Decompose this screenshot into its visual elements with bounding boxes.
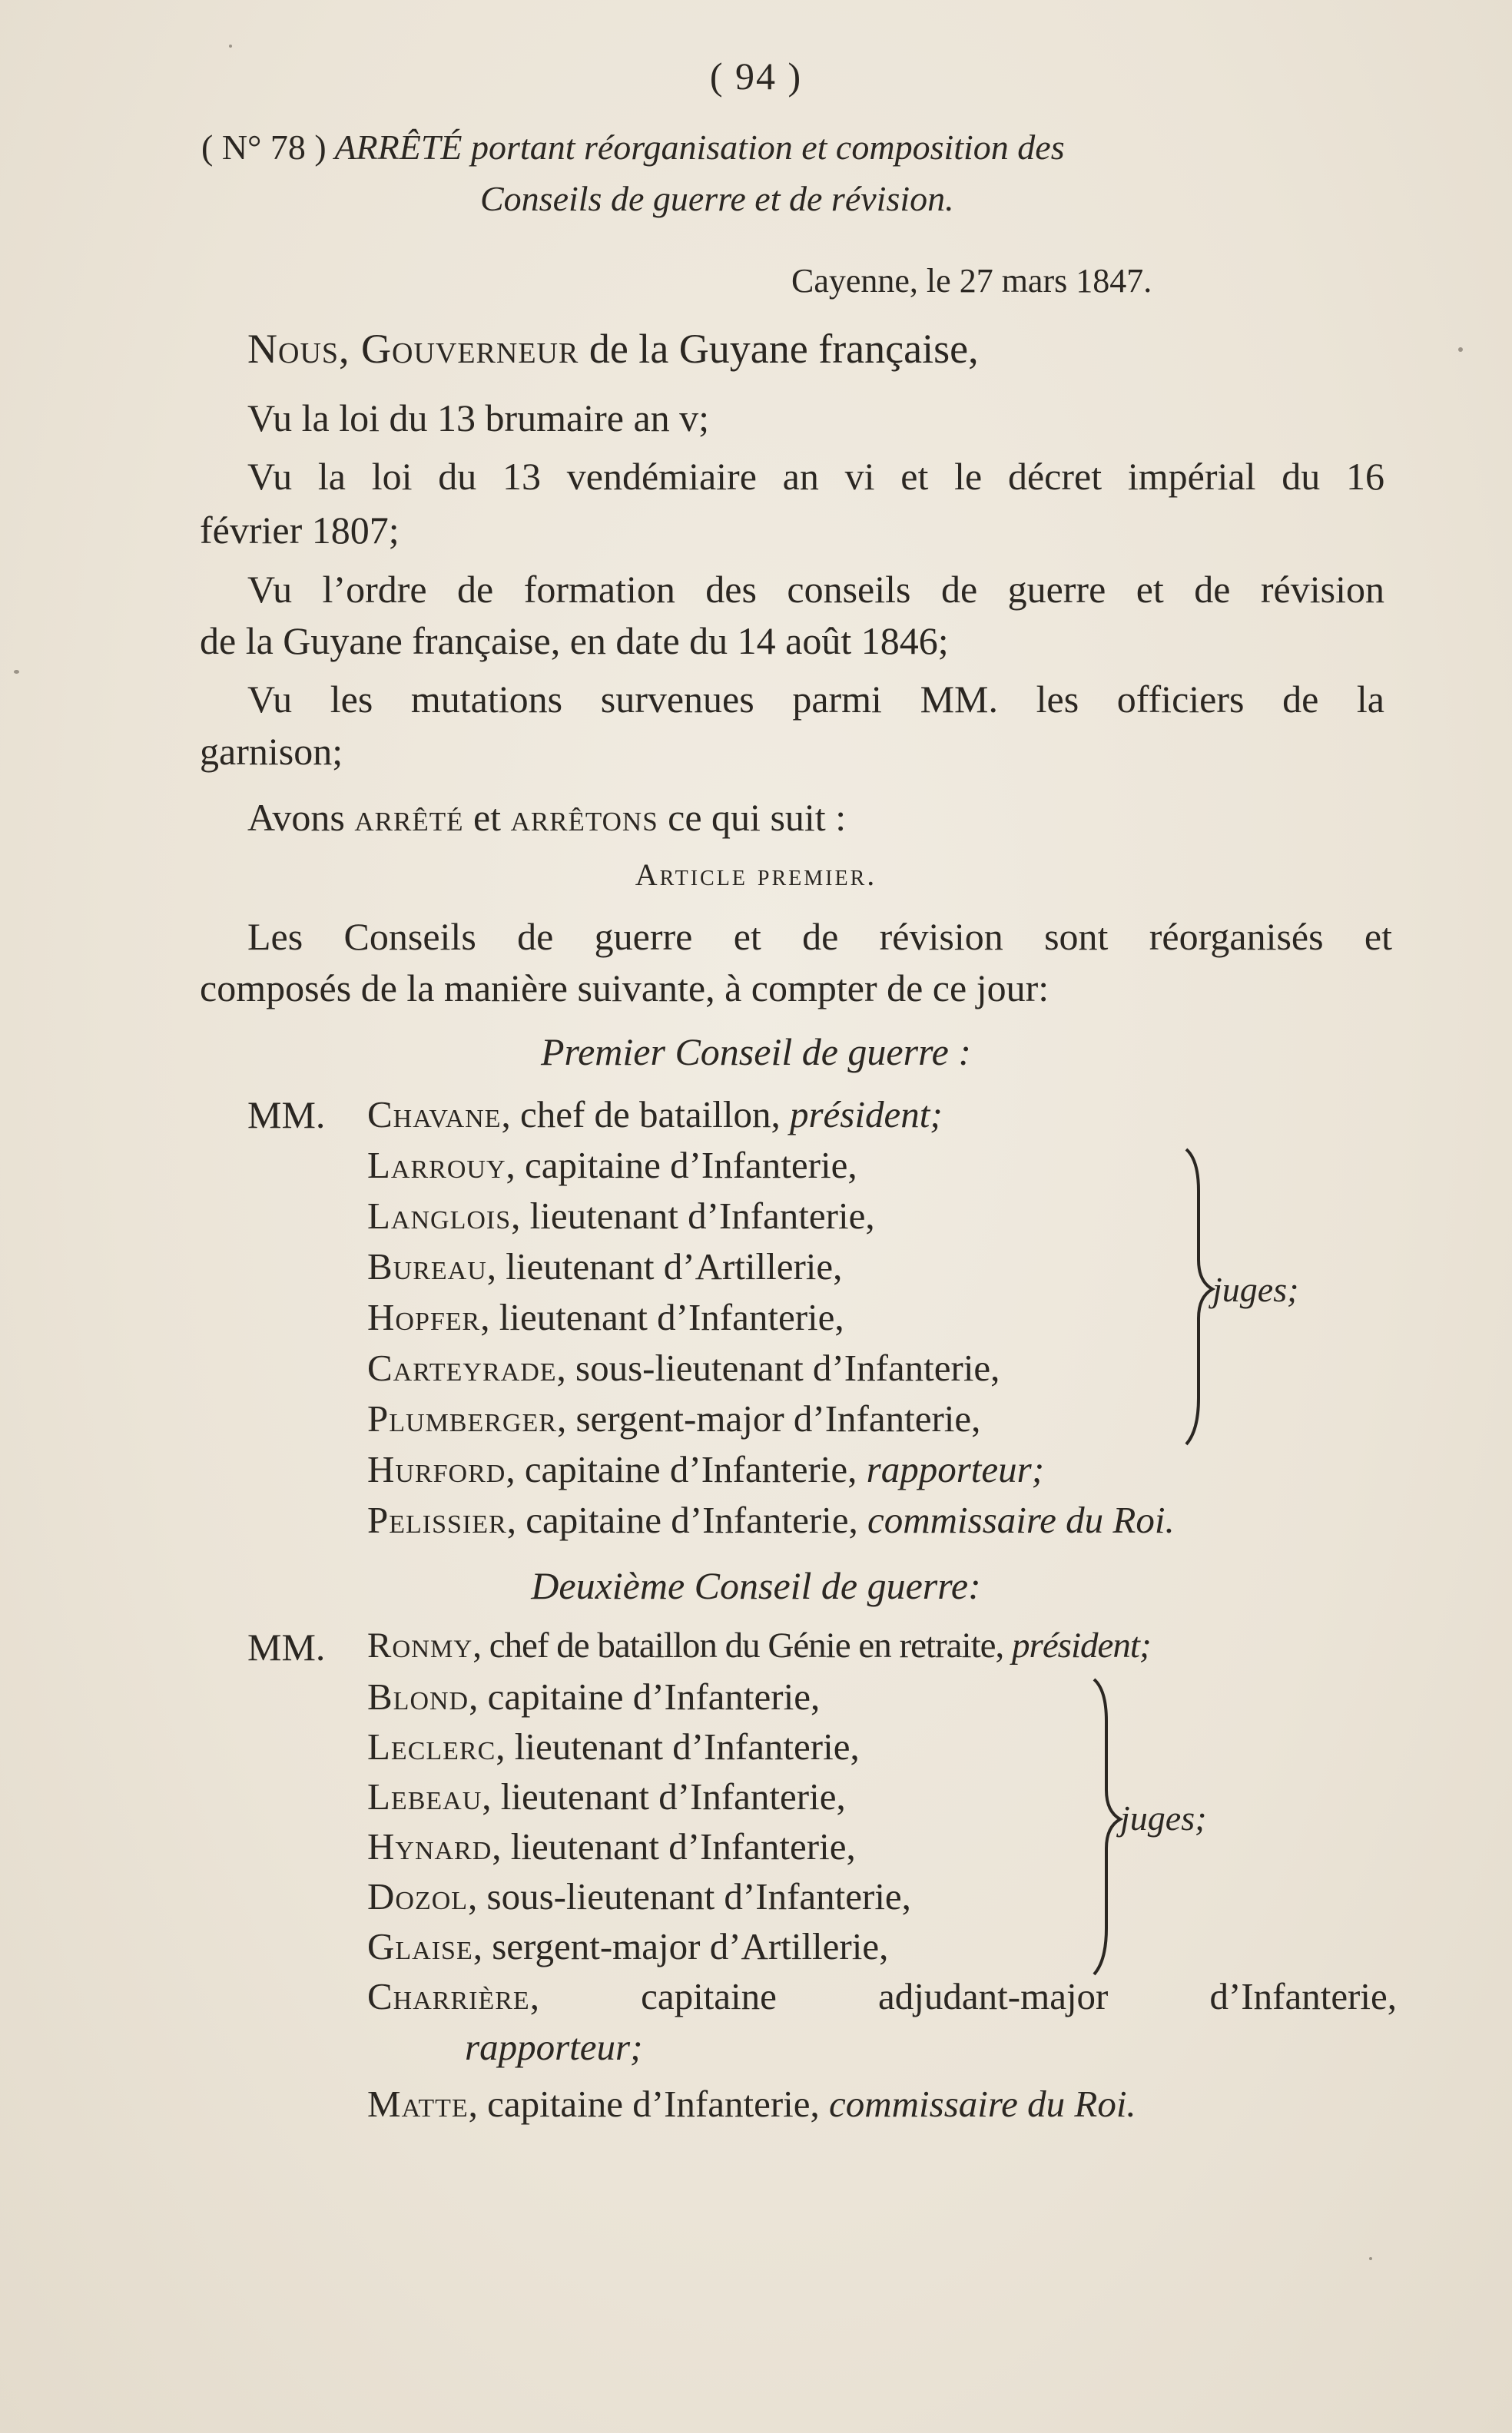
arrete-title-line2: Conseils de guerre et de révision. [480,179,954,218]
vu-line-1: Vu la loi du 13 brumaire an v; [247,396,710,439]
first-council-mm: MM. [247,1093,326,1136]
member-rank: , lieutenant d’Artillerie, [486,1245,843,1288]
member-name: Pelissier [367,1499,507,1541]
paper-speck [1458,347,1463,352]
member-name: Langlois [367,1195,512,1237]
member-rank: , sous-lieutenant d’Infanterie, [556,1347,1000,1389]
member-role: commissaire du Roi. [867,1499,1175,1541]
member-rank: , capitaine d’Infanterie, [506,1144,857,1186]
first-council-juge [367,1194,875,1238]
article-text-line1: Les Conseils de guerre et de révision sont réorganisés et [247,915,1392,958]
member-role: président; [1012,1626,1151,1666]
member-name: Hopfer [367,1296,481,1338]
paper-speck [1369,2257,1372,2260]
member-rank: , chef de bataillon, [501,1093,790,1135]
member-rank: , capitaine d’Infanterie, [506,1448,867,1490]
first-council-juge [367,1397,980,1440]
member-name: Lebeau [367,1775,482,1818]
member-rank: , chef de bataillon du Génie en retraite, [472,1626,1013,1666]
second-council-juge [367,1924,888,1968]
paper-speck [14,670,19,674]
member-rank: , sous-lieutenant d’Infanterie, [468,1875,911,1918]
first-council-juge [367,1346,1000,1390]
member-rank: , lieutenant d’Infanterie, [492,1825,856,1868]
nous-line [247,323,979,375]
member-rank: , lieutenant d’Infanterie, [496,1725,860,1768]
et-word: et [463,796,511,839]
member-rank: , lieutenant d’Infanterie, [511,1195,875,1237]
second-council-president [367,1625,1151,1666]
member-name: Hurford [367,1448,506,1490]
member-name: Charrière [367,1975,530,2017]
second-council-juge [367,1675,820,1719]
arrete-heading-line1 [201,127,1065,167]
second-council-mm: MM. [247,1626,326,1669]
dateline: Cayenne, le 27 mars 1847. [791,262,1152,300]
member-name: Matte [367,2083,469,2125]
member-rank: , capitaine d’Infanterie, [506,1499,868,1541]
second-council-juge [367,1725,860,1768]
second-council-rapporteur-role: rapporteur; [465,2026,643,2068]
arrete-title-line1: ARRÊTÉ portant réorganisation et composition des [334,128,1065,167]
member-name: Hynard [367,1825,492,1868]
member-name: Chavane [367,1093,502,1135]
article-title: Article premier. [635,857,877,892]
member-name: Dozol [367,1875,469,1918]
page-number: ( 94 ) [709,55,803,98]
member-name: Blond [367,1676,469,1718]
first-council-president [367,1092,943,1136]
juges-label-2: juges; [1120,1798,1207,1838]
second-council-juge [367,1874,911,1918]
paper-speck [229,45,232,48]
nous-gouverneur: Nous, Gouverneur [247,326,579,372]
second-council-juge [367,1825,856,1868]
member-name: Larrouy [367,1144,506,1186]
second-council-commissaire [367,2082,1136,2126]
member-role: commissaire du Roi. [829,2083,1136,2125]
avons-end: ce qui suit : [658,796,847,839]
vu-line-4a: Vu les mutations survenues parmi MM. les officiers de la [247,678,1384,721]
member-name: Glaise [367,1925,473,1967]
vu-line-2b: février 1807; [200,509,400,552]
first-council-juge [367,1295,844,1339]
member-name: Plumberger [367,1397,557,1440]
arretons-word: arrêtons [510,796,658,839]
member-name: Carteyrade [367,1347,557,1389]
first-council-title: Premier Conseil de guerre : [540,1030,972,1073]
member-rank: , capitaine d’Infanterie, [469,1676,821,1718]
member-name: Bureau [367,1245,487,1288]
vu-line-3b: de la Guyane française, en date du 14 août 1846; [200,619,949,662]
member-rank: , sergent-major d’Artillerie, [472,1925,889,1967]
juges-label-1: juges; [1212,1270,1299,1309]
member-rank: , capitaine adjudant-major d’Infanterie, [529,1975,1397,2017]
vu-line-3a: Vu l’ordre de formation des conseils de guerre et de révision [247,568,1384,611]
member-role: président; [789,1093,943,1135]
avons-word: Avons [247,796,355,839]
member-rank: , sergent-major d’Infanterie, [556,1397,981,1440]
member-name: Leclerc [367,1725,496,1768]
vu-line-2a: Vu la loi du 13 vendémiaire an vi et le décret impérial du 16 [247,455,1384,498]
first-council-commissaire [367,1498,1175,1542]
first-council-rapporteur [367,1447,1044,1491]
second-council-title: Deuxième Conseil de guerre: [531,1564,981,1607]
member-rank: , lieutenant d’Infanterie, [482,1775,846,1818]
member-rank: , capitaine d’Infanterie, [468,2083,829,2125]
arrete-word: arrêté [354,796,464,839]
avons-line [247,791,846,844]
member-name: Ronmy [367,1626,473,1666]
member-rank: , lieutenant d’Infanterie, [480,1296,844,1338]
first-council-juge [367,1245,842,1288]
nous-rest: de la Guyane française, [579,326,979,372]
article-text-line2: composés de la manière suivante, à compter de ce jour: [200,966,1049,1009]
vu-line-4b: garnison; [200,730,343,773]
second-council-rapporteur-line1 [367,1974,1397,2018]
arrete-number: ( N° 78 ) [201,128,327,167]
first-council-juge [367,1143,857,1187]
member-role: rapporteur; [866,1448,1045,1490]
second-council-juge [367,1775,846,1818]
